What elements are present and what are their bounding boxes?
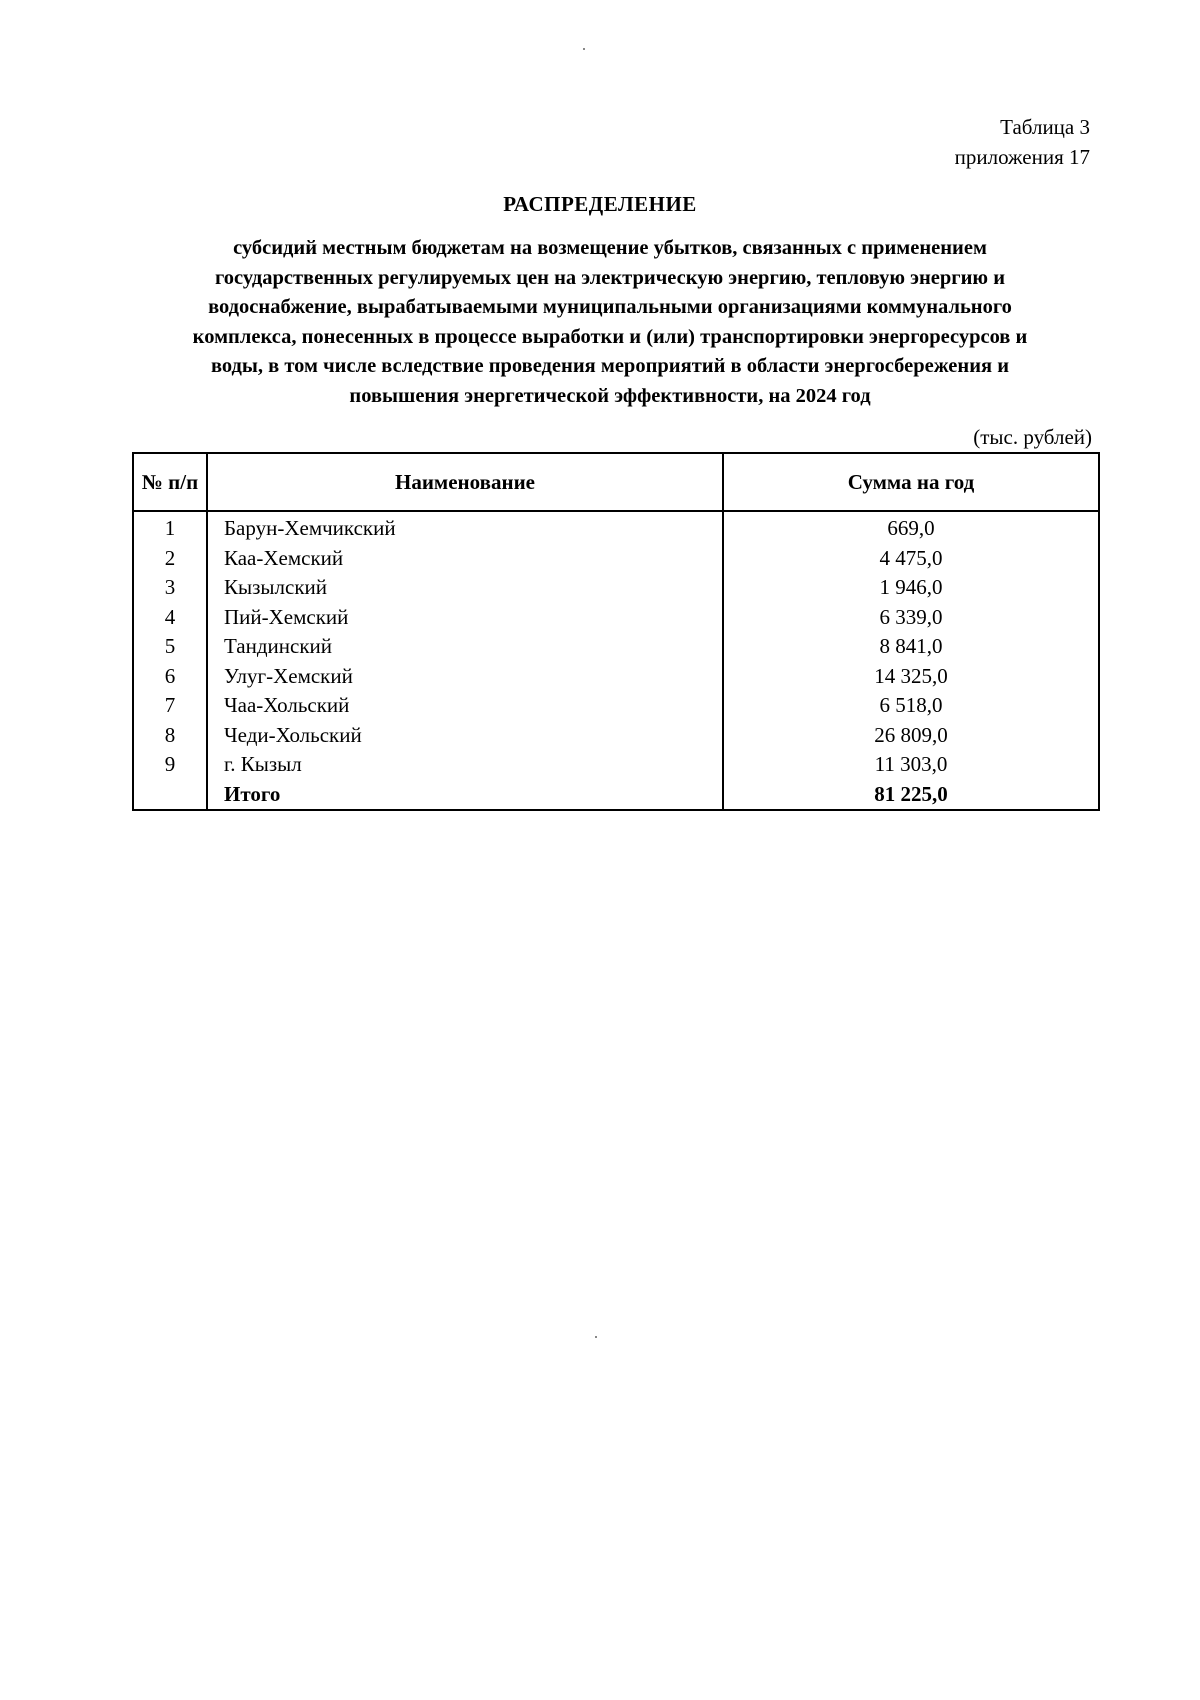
row-sum: 14 325,0 (723, 662, 1099, 692)
table-header-row (133, 453, 1099, 511)
subtitle-line: воды, в том числе вследствие проведения мероприятий в области энергосбережения и (210, 355, 1010, 377)
row-number: 4 (133, 603, 207, 633)
header-name: Наименование (207, 453, 723, 511)
row-name: Тандинский (207, 632, 723, 662)
table-row (133, 603, 1099, 633)
table-row (133, 544, 1099, 574)
row-sum: 6 339,0 (723, 603, 1099, 633)
row-name: Чаа-Хольский (207, 691, 723, 721)
total-label: Итого (207, 780, 723, 811)
header-number: № п/п (133, 453, 207, 511)
row-number: 5 (133, 632, 207, 662)
row-number: 1 (133, 511, 207, 544)
total-number (133, 780, 207, 811)
scan-speck (583, 48, 585, 50)
row-sum: 11 303,0 (723, 750, 1099, 780)
table-row (133, 662, 1099, 692)
row-number: 8 (133, 721, 207, 751)
subtitle-line: повышения энергетической эффективности, на 2024 год (349, 384, 871, 407)
row-name: Улуг-Хемский (207, 662, 723, 692)
row-name: Чеди-Хольский (207, 721, 723, 751)
row-sum: 4 475,0 (723, 544, 1099, 574)
subtitle-line: комплекса, понесенных в процессе выработки и (или) транспортировки энергоресурсов и (192, 325, 1028, 348)
row-number: 2 (133, 544, 207, 574)
row-sum: 669,0 (723, 511, 1099, 544)
row-name: г. Кызыл (207, 750, 723, 780)
row-number: 9 (133, 750, 207, 780)
row-sum: 6 518,0 (723, 691, 1099, 721)
total-row (133, 780, 1099, 811)
subtitle-line: водоснабжение, вырабатываемыми муниципальными организациями коммунального (208, 296, 1012, 318)
row-name: Барун-Хемчикский (207, 511, 723, 544)
header-sum: Сумма на год (723, 453, 1099, 511)
subtitle-line: субсидий местным бюджетам на возмещение убытков, связанных с применением (233, 237, 987, 259)
table-row (133, 691, 1099, 721)
row-name: Кызылский (207, 573, 723, 603)
table-row (133, 573, 1099, 603)
table-row (133, 750, 1099, 780)
appendix-number: приложения 17 (954, 145, 1090, 169)
table-row (133, 721, 1099, 751)
table-row (133, 511, 1099, 544)
row-number: 6 (133, 662, 207, 692)
document-title: РАСПРЕДЕЛЕНИЕ (503, 192, 697, 216)
subtitle-line: государственных регулируемых цен на электрическую энергию, тепловую энергию и (214, 266, 1006, 289)
row-name: Каа-Хемский (207, 544, 723, 574)
row-sum: 8 841,0 (723, 632, 1099, 662)
document-subtitle (130, 234, 1090, 411)
total-sum: 81 225,0 (723, 780, 1099, 811)
table-reference (955, 112, 1090, 172)
units-label: (тыс. рублей) (973, 425, 1092, 449)
distribution-table (132, 452, 1100, 811)
row-number: 3 (133, 573, 207, 603)
row-name: Пий-Хемский (207, 603, 723, 633)
row-sum: 26 809,0 (723, 721, 1099, 751)
row-sum: 1 946,0 (723, 573, 1099, 603)
table-row (133, 632, 1099, 662)
table-number: Таблица 3 (1000, 115, 1090, 139)
scan-speck (595, 1336, 597, 1338)
row-number: 7 (133, 691, 207, 721)
